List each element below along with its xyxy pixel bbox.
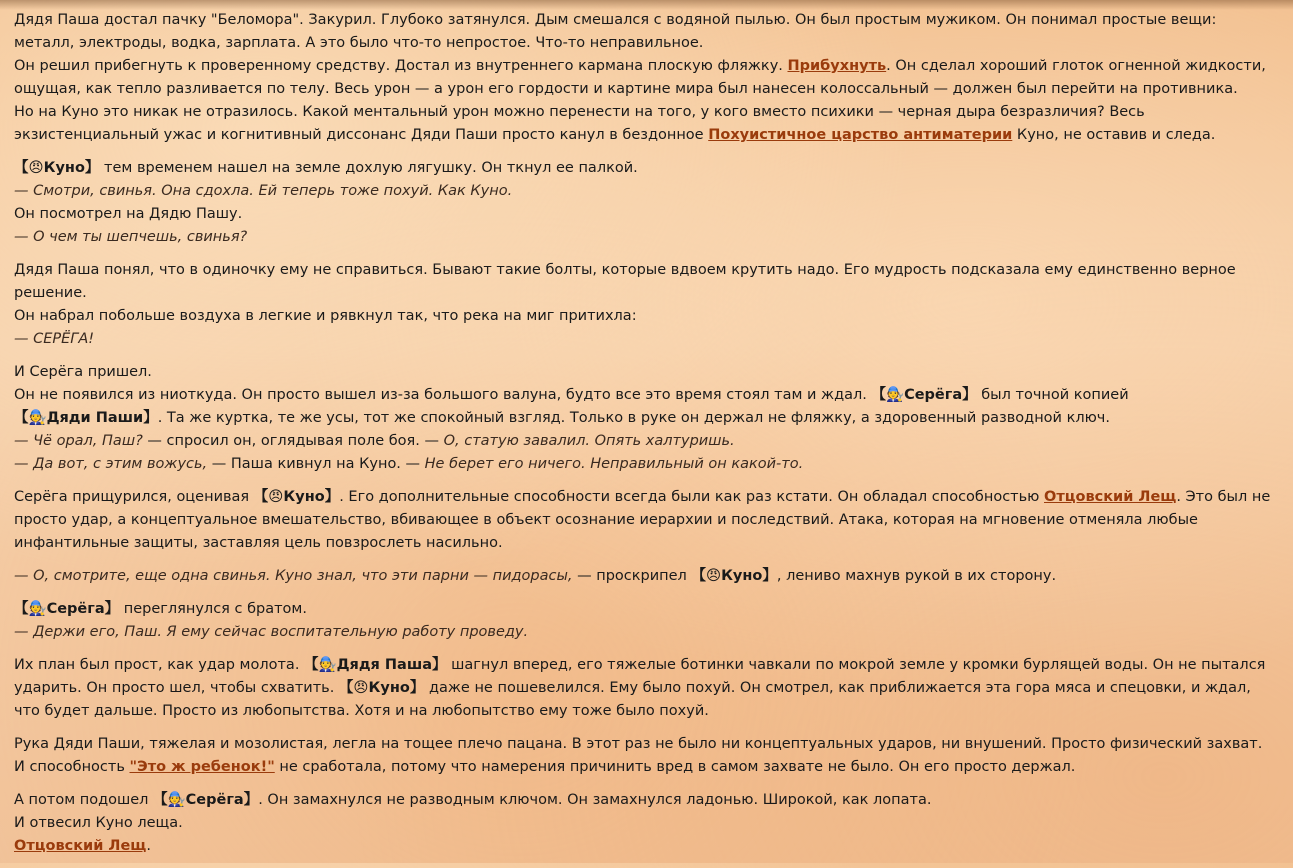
character-tag-dyadya-pasha (14, 410, 158, 426)
dialogue-line: — Смотри, свинья. Она сдохла. Ей теперь тоже похуй. Как Куно. (14, 183, 513, 199)
story-line: И Серёга пришел. (14, 364, 152, 380)
story-line: Дядя Паша достал пачку "Беломора". Закурил. Глубоко затянулся. Дым смешался с водяной пылью. Он был простым мужиком. Он понимал простые вещи: металл, электроды, водка, зарплата. А это было что-то непростое. Что-то неправильное. (14, 12, 1217, 51)
dialogue-line: — О чем ты шепчешь, свинья? (14, 229, 248, 245)
story-text-span: переглянулся с братом. (119, 601, 307, 617)
dialogue-speech: — Да вот, с этим вожусь, (14, 456, 208, 472)
dialogue-line (14, 565, 1276, 588)
angry-face-icon: 😠 (268, 489, 284, 505)
story-line (14, 55, 1276, 101)
paragraph-3 (14, 259, 1276, 351)
paragraph-1 (14, 9, 1276, 147)
character-name: Куно (283, 489, 325, 505)
bracket-close: 】 (84, 160, 100, 176)
paragraph-5 (14, 486, 1276, 555)
story-line: Он набрал побольше воздуха в легкие и рявкнул так, что река на миг притихла: (14, 308, 637, 324)
story-text (14, 9, 1276, 868)
bracket-close: 】 (104, 601, 120, 617)
bracket-open: 【 (153, 792, 168, 808)
character-tag-kuno (691, 568, 776, 584)
ability-link-otcovskiy-lesh[interactable]: Отцовский Лещ (1044, 489, 1177, 505)
bracket-open: 【 (304, 657, 319, 673)
bracket-close: 】 (243, 792, 259, 808)
character-tag-kuno (14, 160, 99, 176)
paragraph-4 (14, 361, 1276, 476)
bracket-close: 】 (962, 387, 977, 403)
character-name: Серёга (46, 601, 105, 617)
paragraph-8 (14, 654, 1276, 723)
character-name: Дядя Паша (336, 657, 433, 673)
dialogue-speech: Не берет его ничего. Неправильный он какой-то. (424, 456, 804, 472)
dialogue-line (14, 430, 1276, 453)
story-line: И отвесил Куно леща. (14, 815, 183, 831)
character-tag-kuno (339, 680, 424, 696)
character-name: Куно (368, 680, 410, 696)
person-icon: 🧑‍🔧 (886, 387, 905, 403)
character-tag-seryoga (14, 601, 119, 617)
person-icon: 🧑‍🔧 (28, 601, 47, 617)
bracket-close: 】 (432, 657, 447, 673)
paragraph-6 (14, 565, 1276, 588)
dialogue-speech: — Чё орал, Паш? (14, 433, 143, 449)
story-text-span: был точной копией (976, 387, 1129, 403)
story-text-span: . Он замахнулся не разводным ключом. Он замахнулся ладонью. Широкой, как лопата. (258, 792, 932, 808)
story-text-span: тем временем нашел на земле дохлую лягушку. Он ткнул ее палкой. (99, 160, 638, 176)
story-text-span: даже не пошевелился. Ему было похуй. Он смотрел, как приближается эта гора мяса и спецовки, и ждал, что будет дальше. Просто из любопытства. Хотя и на любопытство ему тоже было похуй. (14, 680, 1251, 719)
dialogue-narration: , лениво махнув рукой в их сторону. (776, 568, 1057, 584)
story-line (14, 835, 1276, 858)
paragraph-10 (14, 789, 1276, 858)
angry-face-icon: 😠 (705, 568, 722, 584)
dialogue-speech: О, статую завалил. Опять халтуришь. (443, 433, 735, 449)
story-line (14, 733, 1276, 779)
bracket-close: 】 (762, 568, 777, 584)
story-line (14, 101, 1276, 147)
bracket-close: 】 (143, 410, 158, 426)
character-tag-dyadya-pasha (304, 657, 446, 673)
ability-link-otcovskiy-lesh[interactable]: Отцовский Лещ (14, 838, 147, 854)
dialogue-line: — Держи его, Паш. Я ему сейчас воспитательную работу проведу. (14, 624, 529, 640)
dialogue-narration: — проскрипел (572, 568, 692, 584)
story-line (14, 384, 1276, 430)
bracket-open: 【 (691, 568, 706, 584)
bracket-open: 【 (14, 410, 29, 426)
character-tag-kuno (254, 489, 339, 505)
story-text-span: Он не появился из ниоткуда. Он просто вышел из-за большого валуна, будто все это время стоял там и ждал. (14, 387, 872, 403)
story-text-span: не сработала, потому что намерения причинить вред в самом захвате не было. Он его просто держал. (274, 759, 1076, 775)
story-text-span: . (146, 838, 151, 854)
angry-face-icon: 😠 (353, 680, 369, 696)
story-text-span: Он решил прибегнуть к проверенному средству. Достал из внутреннего кармана плоскую фляжку. (14, 58, 788, 74)
story-text-span: . Его дополнительные способности всегда были как раз кстати. Он обладал способностью (339, 489, 1044, 505)
character-name: Серёга (904, 387, 963, 403)
story-text-span: . Он сделал хороший глоток огненной жидкости, ощущая, как тепло разливается по телу. Весь урон — а урон его гордости и картине мира был нанесен колоссальный — должен был перейти на противника. (14, 58, 1266, 97)
story-line (14, 789, 1276, 812)
story-text-span: . Это был не просто удар, а концептуальное вмешательство, вбивающее в объект осознание иерархии и последствий. Атака, которая на мгновение отменяла любые инфантильные защиты, заставляя цель повзрослеть насильно. (14, 489, 1271, 551)
story-line: Дядя Паша понял, что в одиночку ему не справиться. Бывают такие болты, которые вдвоем крутить надо. Его мудрость подсказала ему единственно верное решение. (14, 262, 1236, 301)
story-line: Он посмотрел на Дядю Пашу. (14, 206, 243, 222)
character-name: Куно (721, 568, 763, 584)
dialogue-speech: — О, смотрите, еще одна свинья. Куно знал, что эти парни — пидорасы, (14, 568, 573, 584)
story-text-span: Рука Дяди Паши, тяжелая и мозолистая, легла на тощее плечо пацана. В этот раз не было ни концептуальных ударов, ни внушений. Просто физический захват. И способность (14, 736, 1263, 775)
dialogue-narration: — Паша кивнул на Куно. — (207, 456, 425, 472)
ability-link-pribukhnut[interactable]: Прибухнуть (787, 58, 887, 74)
bracket-close: 】 (409, 680, 425, 696)
character-tag-seryoga (872, 387, 977, 403)
character-name: Куно (43, 160, 85, 176)
character-tag-seryoga (153, 792, 258, 808)
paragraph-2 (14, 157, 1276, 249)
story-text-span: . Та же куртка, те же усы, тот же спокойный взгляд. Только в руке он держал не фляжку, а здоровенный разводной ключ. (157, 410, 1110, 426)
story-text-span: шагнул вперед, его тяжелые ботинки чавкали по мокрой земле у кромки бурлящей воды. Он не пытался ударить. Он просто шел, чтобы схватить. (14, 657, 1266, 696)
story-text-span: Куно, не оставив и следа. (1012, 127, 1216, 143)
person-icon: 🧑‍🔧 (318, 657, 337, 673)
character-name: Серёга (185, 792, 244, 808)
person-icon: 🧑‍🔧 (167, 792, 186, 808)
bracket-open: 【 (253, 489, 269, 505)
paragraph-9 (14, 733, 1276, 779)
story-text-span: Серёга прищурился, оценивая (14, 489, 254, 505)
character-name: Дяди Паши (46, 410, 144, 426)
story-text-span: А потом подошел (14, 792, 154, 808)
story-text-span: Но на Куно это никак не отразилось. Какой ментальный урон можно перенести на того, у кого вместо психики — черная дыра безразличия? Весь экзистенциальный ужас и когнитивный диссонанс Дяди Паши просто канул в бездонное (14, 104, 1145, 143)
dialogue-line: — СЕРЁГА! (14, 331, 95, 347)
bracket-open: 【 (338, 680, 354, 696)
dialogue-line (14, 453, 1276, 476)
person-icon: 🧑‍🔧 (28, 410, 47, 426)
ability-link-eto-zh-rebenok[interactable]: "Это ж ребенок!" (129, 759, 275, 775)
bracket-close: 】 (324, 489, 340, 505)
bracket-open: 【 (14, 601, 29, 617)
ability-link-antimatter[interactable]: Похуистичное царство антиматерии (708, 127, 1013, 143)
story-line (14, 598, 1276, 621)
story-text-span: Их план был прост, как удар молота. (14, 657, 305, 673)
dialogue-narration: — спросил он, оглядывая поле боя. — (142, 433, 444, 449)
paragraph-7 (14, 598, 1276, 644)
angry-face-icon: 😠 (28, 160, 44, 176)
story-line (14, 157, 1276, 180)
bracket-open: 【 (14, 160, 29, 176)
story-line (14, 486, 1276, 555)
bracket-open: 【 (871, 387, 886, 403)
story-line (14, 654, 1276, 723)
